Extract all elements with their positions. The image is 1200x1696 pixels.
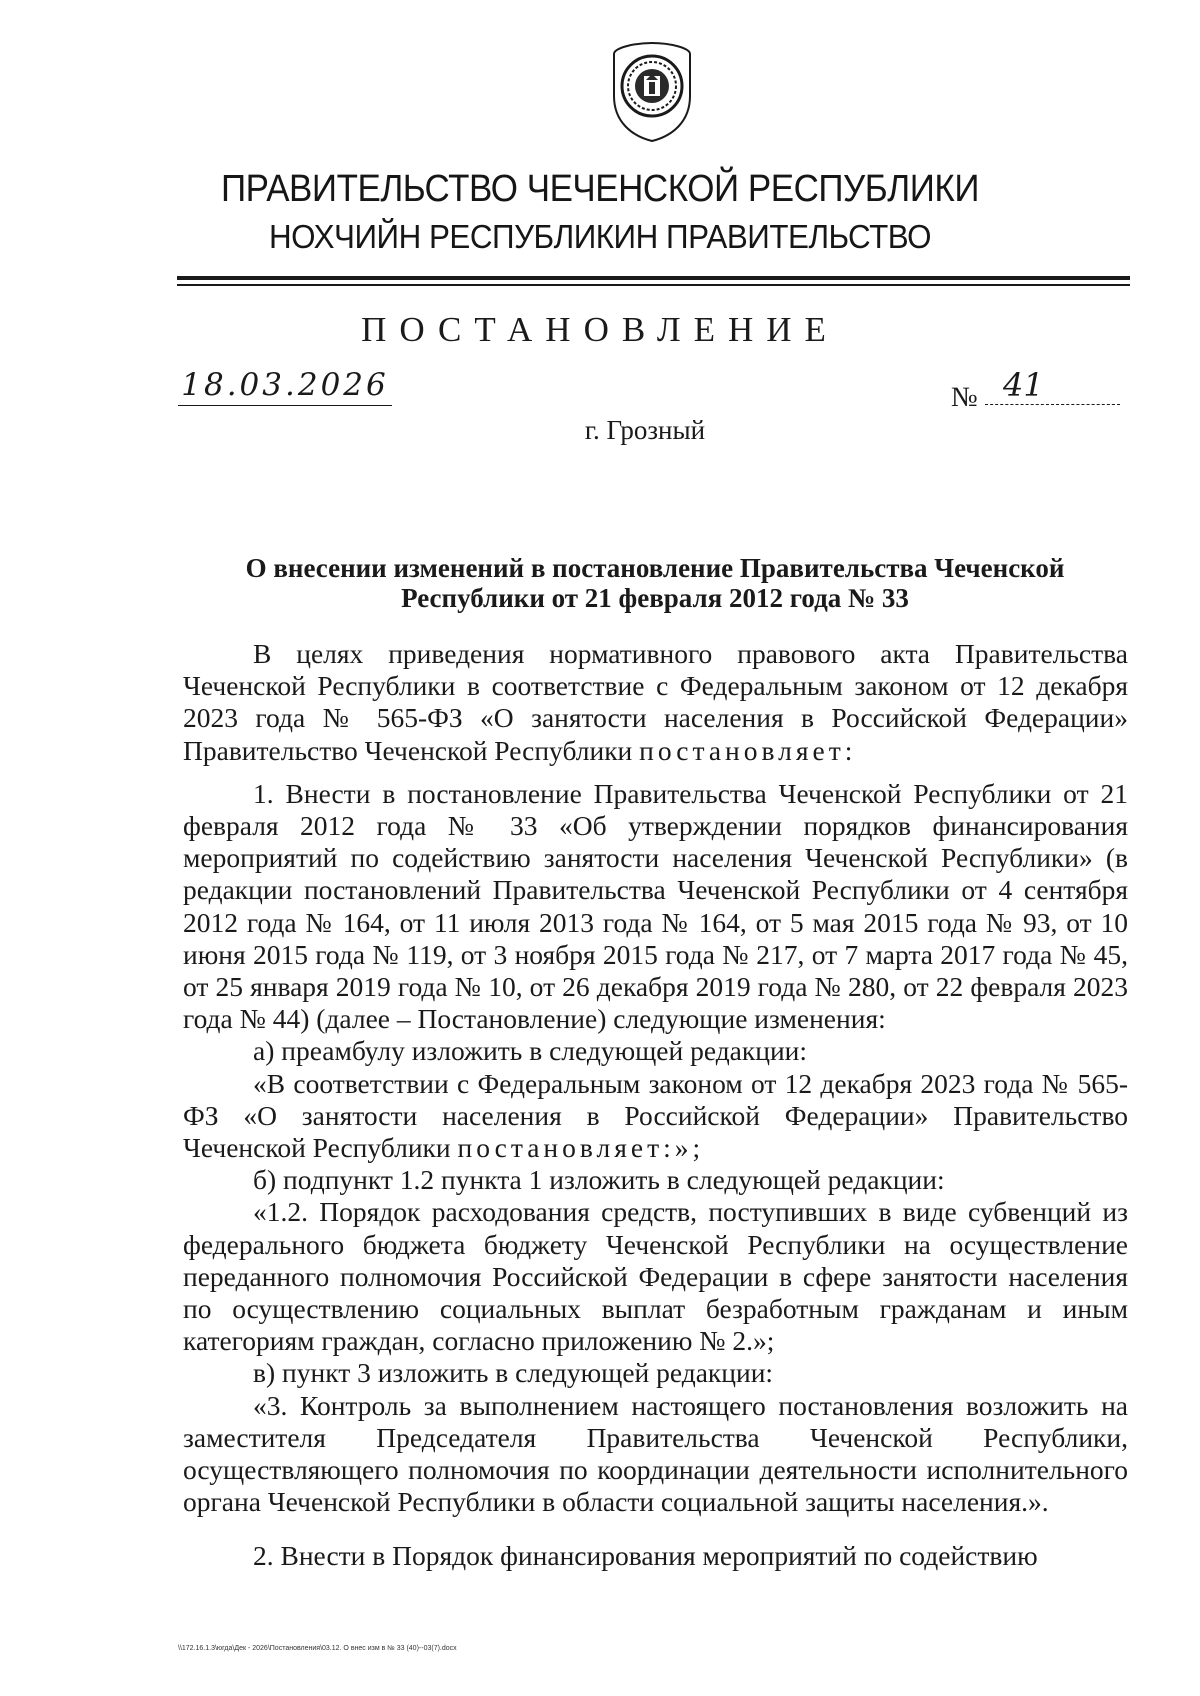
subject-line-2: Республики от 21 февраля 2012 года № 33: [401, 583, 909, 613]
item-2-paragraph: 2. Внести в Порядок финансирования мероприятий по содействию: [253, 1540, 1038, 1572]
document-date: 18.03.2026: [178, 367, 392, 406]
subitem-a-label: а) преамбулу изложить в следующей редакции:: [253, 1035, 808, 1067]
subitem-a-text: «В соответствии с Федеральным законом от 12 декабря 2023 года № 565-ФЗ «О занятости населения в Российской Федерации» Правительство Чеченской Республики: [183, 1067, 1128, 1164]
header-rule-thin: [177, 284, 1130, 286]
header-rule-thick: [177, 276, 1130, 280]
subitem-a-verb: постановляет:»;: [457, 1132, 705, 1164]
subitem-b-paragraph: «1.2. Порядок расходования средств, поступивших в виде субвенций из федерального бюджета бюджету Чеченской Республики на осуществление переданного полномочия Российской Федерации в сфере занятости населения по осуществлению социальных выплат безработным гражданам и иным категориям граждан, согласно приложению № 2.»;: [183, 1196, 1128, 1357]
document-body: [183, 638, 1128, 1573]
organization-title: ПРАВИТЕЛЬСТВО ЧЕЧЕНСКОЙ РЕСПУБЛИКИ: [221, 168, 979, 210]
subitem-v-label: в) пункт 3 изложить в следующей редакции:: [253, 1357, 774, 1389]
subject-line-1: О внесении изменений в постановление Правительства Чеченской: [245, 553, 1065, 583]
subitem-a-paragraph: [183, 1068, 1128, 1165]
document-city: г. Грозный: [584, 415, 706, 445]
preamble-text: В целях приведения нормативного правового акта Правительства Чеченской Республики в соответствие с Федеральным законом от 12 декабря 2023 года № 565-ФЗ «О занятости населения в Российской Федерации» Правительство Чеченской Республики: [183, 638, 1128, 766]
document-type: ПОСТАНОВЛЕНИЕ: [361, 310, 839, 349]
organization-title-chechen: НОХЧИЙН РЕСПУБЛИКИН ПРАВИТЕЛЬСТВО: [268, 218, 932, 255]
subitem-v-paragraph: «3. Контроль за выполнением настоящего постановления возложить на заместителя Председателя Правительства Чеченской Республики, осуществляющего полномочия по координации деятельности исполнительного органа Чеченской Республики в области социальной защиты населения.».: [183, 1389, 1128, 1518]
document-subject: [180, 553, 1130, 613]
subitem-b-label: б) подпункт 1.2 пункта 1 изложить в следующей редакции:: [253, 1164, 945, 1196]
preamble-verb: постановляет:: [639, 734, 857, 766]
item-1-paragraph: 1. Внести в постановление Правительства Чеченской Республики от 21 февраля 2012 года № 33 «Об утверждении порядков финансирования мероприятий по содействию занятости населения Чеченской Республики» (в редакции постановлений Правительства Чеченской Республики от 4 сентября 2012 года № 164, от 11 июля 2013 года № 164, от 5 мая 2015 года № 93, от 10 июня 2015 года № 119, от 3 ноября 2015 года № 217, от 7 марта 2017 года № 45, от 25 января 2019 года № 10, от 26 декабря 2019 года № 280, от 22 февраля 2023 года № 44) (далее – Постановление) следующие изменения:: [183, 777, 1128, 1035]
preamble-paragraph: [183, 638, 1128, 767]
file-path-footer: \\172.16.1.3\югда\Дек - 2026\Постановления\03.12. О внес изм в № 33 (40)--03(7).docx: [178, 1645, 457, 1652]
number-label: №: [951, 382, 978, 413]
document-number: 41: [985, 366, 1120, 405]
coat-of-arms-emblem: [610, 40, 694, 144]
